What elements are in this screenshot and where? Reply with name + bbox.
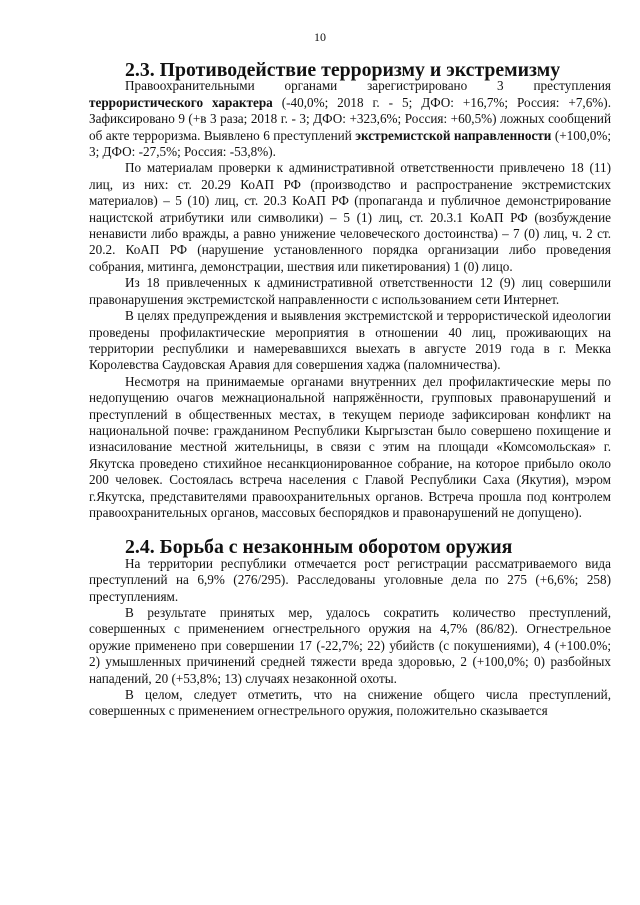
- paragraph: [89, 374, 611, 522]
- text-run: (+100,0%; 3; ДФО: -27,5%; Россия: -53,8%).: [89, 127, 612, 160]
- text-run: В целом, следует отметить, что на снижение общего числа преступлений, совершенных с применением огнестрельного оружия, положительно сказывается: [89, 687, 611, 719]
- section-heading: 2.4. Борьба с незаконным оборотом оружия: [125, 536, 513, 559]
- text-run: В целях предупреждения и выявления экстремистской и террористической идеологии проведены профилактические мероприятия в отношении 40 лиц, проживающих на территории республики и намеревавшихся выехать в августе 2019 года в г. Мекка Королевства Саудовская Аравия для совершения хаджа (паломничества).: [89, 308, 611, 373]
- section-terrorism-extremism: [89, 59, 612, 521]
- paragraph: [89, 605, 611, 687]
- text-run: На территории республики отмечается рост регистрации рассматриваемого вида преступлений на 6,9% (276/295). Расследованы уголовные дела по 275 (+6,6%; 258) преступлениям.: [89, 555, 611, 604]
- document-body: [89, 59, 612, 720]
- paragraph: [89, 275, 611, 308]
- bold-text-run: террористического характера: [89, 94, 273, 110]
- bold-text-run: экстремистской направленности: [355, 127, 552, 143]
- section-illegal-weapons: [89, 536, 611, 719]
- text-run: В результате принятых мер, удалось сократить количество преступлений, совершенных с применением огнестрельного оружия на 4,7% (86/82). Огнестрельное оружие применено при совершении 17 (-22,7%; 22) убийств (с покушениями), 4 (+100.0%; 2) умышленных причинений средней тяжести вреда здоровью, 2 (+100,0%; 0) разбойных нападений, 20 (+53,8%; 13) случаях незаконной охоты.: [89, 605, 611, 686]
- text-run: (-40,0%; 2018 г. - 5; ДФО: +16,7%; Россия: +7,6%). Зафиксировано 9 (+в 3 раза; 2018 г. - 3; ДФО: +323,6%; Россия: +60,5%) ложных сообщений об акте терроризма. Выявлено 6 преступлений: [89, 94, 611, 143]
- text-run: Правоохранительными органами зарегистрировано 3 преступления: [125, 78, 611, 94]
- paragraph: [89, 78, 611, 160]
- paragraph: [89, 308, 611, 374]
- paragraph: [89, 687, 611, 720]
- text-run: По материалам проверки к административной ответственности привлечено 18 (11) лиц, из них: ст. 20.29 КоАП РФ (производство и распространение экстремистских материалов) – 5 (10) лиц, ст. 20.3 КоАП РФ (пропаганда и публичное демонстрирование нацистской атрибутики или символики) – 5 (1) лиц, ст. 20.3.1 КоАП РФ (возбуждение ненависти либо вражды, а равно унижение человеческого достоинства) – 7 (0) лиц, ч. 2 ст. 20.2. КоАП РФ (нарушение установленного порядка организации либо проведения собрания, митинга, демонстрации, шествия или пикетирования) 1 (0) лицо.: [89, 160, 611, 274]
- section-heading: 2.3. Противодействие терроризму и экстремизму: [125, 59, 561, 81]
- paragraph: [89, 160, 611, 275]
- paragraph: [89, 556, 611, 605]
- text-run: Из 18 привлеченных к административной ответственности 12 (9) лиц совершили правонарушения экстремистской направленности с использованием сети Интернет.: [89, 275, 611, 307]
- page-number: 10: [314, 30, 326, 44]
- text-run: Несмотря на принимаемые органами внутренних дел профилактические меры по недопущению очагов межнациональной напряжённости, групповых правонарушений и преступлений в общественных местах, в текущем периоде зафиксирован конфликт на национальной почве: гражданином Республики Кыргызстан было совершено похищение и изнасилование местной жительницы, в связи с этим на площади «Комсомольская» г. Якутска проведено стихийное несанкционированное собрание, на которое прибыло около 200 человек. Состоялась встреча населения с Главой Республики Саха (Якутия), мэром г.Якутска, представителями правоохранительных органов. Встреча прошла под контролем правоохранительных органов, массовых беспорядков и правонарушений не допущено).: [89, 373, 611, 520]
